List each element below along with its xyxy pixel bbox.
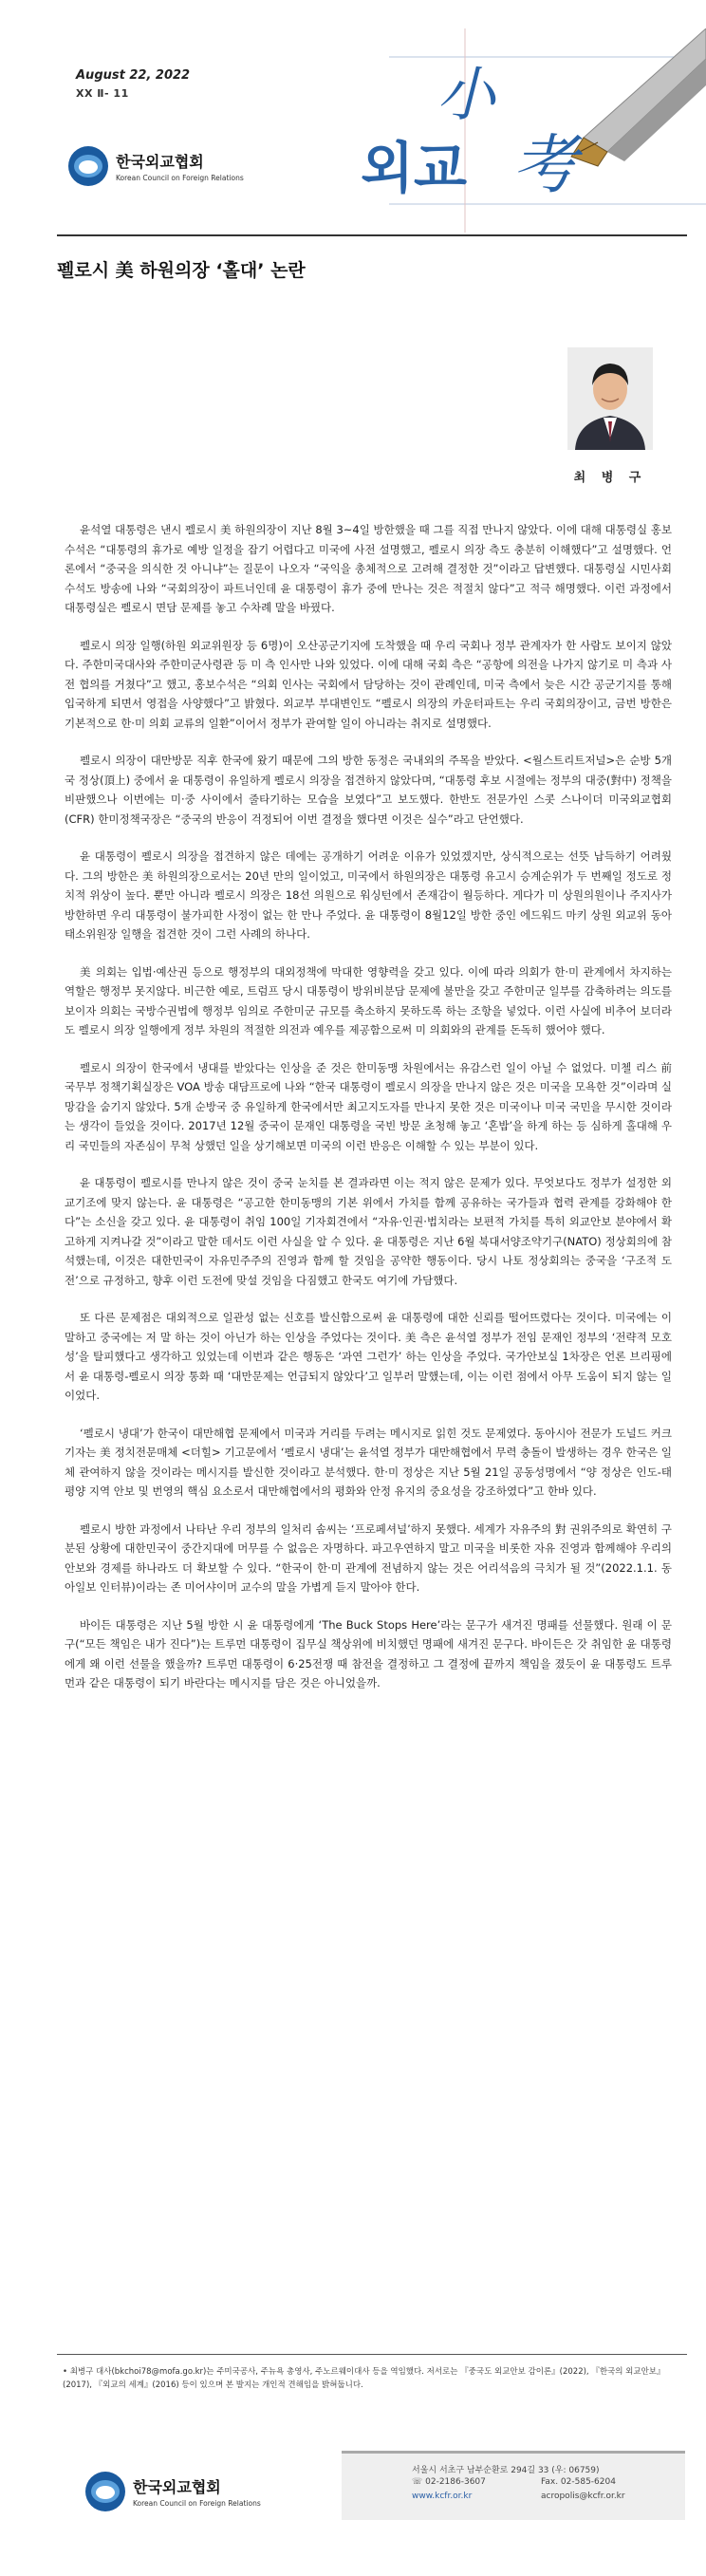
footer-org-name-en: Korean Council on Foreign Relations <box>133 2499 261 2508</box>
article-paragraph: ‘펠로시 냉대’가 한국이 대만해협 문제에서 미국과 거리를 두려는 메시지로 읽힌 것도 문제였다. 동아시아 전문가 도널드 커크 기자는 美 정치전문매체 <더힐> 기고문에서 ‘펠로시 냉대’는 윤석열 정부가 대만해협에서 무력 충돌이 발생하는 경우 한국은 일체 관여하지 않을 것이라는 메시지를 발신한 것이라고 분석했다. 한·미 정상은 지난 5월 21일 공동성명에서 “양 정상은 인도-태평양 지역 안보 및 번영의 핵심 요소로서 대만해협에서의 평화와 안정 유지의 중요성을 강조하였다”고 한바 있다. <box>65 1426 672 1498</box>
masthead-title-small: 小 <box>437 60 496 129</box>
title-divider <box>57 234 687 236</box>
footer-website-link[interactable]: www.kcfr.or.kr <box>412 2492 473 2501</box>
footer-email[interactable]: acropolis@kcfr.or.kr <box>541 2492 625 2501</box>
contact-box <box>342 2451 685 2520</box>
footer-fax: Fax. 02-585-6204 <box>541 2477 616 2487</box>
article-paragraph: 美 의회는 입법·예산권 등으로 행정부의 대외정책에 막대한 영향력을 갖고 있다. 이에 따라 의회가 한·미 관계에서 차지하는 역할은 행정부 못지않다. 비근한 예로, 트럼프 당시 대통령이 방위비분담 문제에 불만을 갖고 주한미군 일부를 감축하려는 의도를 보이자 의회는 국방수권법에 행정부 임의로 주한미군 규모를 축소하지 못하도록 하는 조항을 넣었다. 이런 사실에 비추어 보더라도 펠로시 의장 일행에게 정부 차원의 적절한 의전과 예우를 제공함으로써 미 의회와의 관계를 돈독히 했어야 했다. <box>65 964 672 1036</box>
article-paragraph: 펠로시 의장 일행(하원 외교위원장 등 6명)이 오산공군기지에 도착했을 때 우리 국회나 정부 관계자가 한 사람도 보이지 않았다. 주한미국대사와 주한미군사령관 등 미 측 인사만 나와 있었다. 이에 대해 국회 측은 “공항에 의전을 나가지 않기로 미 측과 사전 협의를 거쳤다”고 했고, 홍보수석은 “의회 인사는 국회에서 담당하는 것이 관례인데, 미국 측에서 늦은 시간 공군기지를 통해 입국하게 되면서 영접을 사양했다”고 밝혔다. 외교부 부대변인도 “펠로시 의장의 카운터파트는 우리 국회의장이고, 금번 방한은 기본적으로 한·미 의회 교류의 일환”이어서 정부가 관여할 일이 아니라는 취지로 설명했다. <box>65 638 672 730</box>
article-paragraph: 윤 대통령이 펠로시 의장을 접견하지 않은 데에는 공개하기 어려운 이유가 있었겠지만, 상식적으로는 선뜻 납득하기 어려웠다. 그의 방한은 美 하원의장으로서는 20년 만의 일이었고, 미국에서 하원의장은 대통령 유고시 승계순위가 두 번째일 정도로 정치적 위상이 높다. 뿐만 아니라 펠로시 의장은 18선 의원으로 워싱턴에서 존재감이 월등하다. 게다가 미 상원의원이나 주지사가 방한하면 우리 대통령이 불가피한 사정이 없는 한 만나 주었다. 윤 대통령이 8월12일 방한 중인 에드워드 마키 상원 외교위 동아태소위원장 일행을 접견한 것이 그런 사례의 하나다. <box>65 849 672 941</box>
article-paragraph: 윤 대통령이 펠로시를 만나지 않은 것이 중국 눈치를 본 결과라면 이는 적지 않은 문제가 있다. 무엇보다도 정부가 설정한 외교기조에 맞지 않는다. 윤 대통령은 “공고한 한미동맹의 기본 위에서 가치를 함께 공유하는 국가들과 협력 관계를 강화해야 한다”는 소신을 갖고 있다. 윤 대통령이 취임 100일 기자회견에서 “자유·인권·법치라는 보편적 가치를 특히 외교안보 분야에서 확고하게 지켜나갈 것”이라고 말한 데서도 이런 사실을 알 수 있다. 윤 대통령은 지난 6월 북대서양조약기구(NATO) 정상회의에 참석했는데, 이것은 대한민국이 자유민주주의 진영과 함께 할 것임을 공약한 행동이다. 당시 나토 정상회의는 중국을 ‘구조적 도전’으로 규정하고, 향후 이런 도전에 맞설 것임을 다짐했고 한국도 여기에 가담했다. <box>65 1176 672 1287</box>
org-logo-footer <box>85 2472 261 2511</box>
org-name-en: Korean Council on Foreign Relations <box>116 174 244 182</box>
article-title: 펠로시 美 하원의장 ‘홀대’ 논란 <box>57 260 306 281</box>
author-footnote: • 최병구 대사(bkchoi78@mofa.go.kr)는 주미국공사, 주뉴욕 총영사, 주노르웨이대사 등을 역임했다. 저서로는 『중국도 외교안보 감이론』(2022), 『한국의 외교안보』(2017), 『외교의 세계』(2016) 등이 있으며 본 발지는 개인적 견해임을 밝혀둡니다. <box>63 2367 665 2390</box>
article-paragraph: 펠로시 의장이 대만방문 직후 한국에 왔기 때문에 그의 방한 동정은 국내외의 주목을 받았다. <월스트리트저널>은 순방 5개국 정상(頂上) 중에서 윤 대통령이 유일하게 펠로시 의장을 접견하지 않았다며, “대통령 후보 시절에는 정부의 대중(對中) 정책을 비판했으나 이번에는 미·중 사이에서 줄타기하는 모습을 보였다”고 보도했다. 한반도 전문가인 스콧 스나이더 미국외교협회(CFR) 한미정책국장은 “중국의 반응이 걱정되어 이번 결정을 했다면 이것은 실수”라고 단언했다. <box>65 754 672 826</box>
article-paragraph: 펠로시 의장이 한국에서 냉대를 받았다는 인상을 준 것은 한미동맹 차원에서는 유감스런 일이 아닐 수 없었다. 미첼 리스 前 국무부 정책기획실장은 VOA 방송 대담프로에 나와 “한국 대통령이 펠로시 의장을 만나지 않은 것은 미국을 모욕한 것”이라며 실망감을 숨기지 않았다. 5개 순방국 중 유일하게 한국에서만 최고지도자를 만나지 못한 것은 미국이나 미국 국민을 무시한 것이라는 생각이 들었을 것이다. 2017년 12월 중국이 문재인 대통령을 국빈 방문 초청해 놓고 ‘혼밥’을 하게 하는 등 심하게 홀대해 우리 국민들의 자존심이 무척 상했던 일을 상기해보면 미국의 이런 반응은 이해할 수 있는 부분이 있다. <box>65 1060 672 1152</box>
footer-phone: ☏ 02-2186-3607 <box>412 2477 486 2487</box>
author-photo <box>567 347 653 450</box>
org-name-ko: 한국외교협회 <box>116 153 204 171</box>
article-body <box>65 520 672 1693</box>
org-emblem-icon <box>85 2472 125 2511</box>
article-paragraph: 또 다른 문제점은 대외적으로 일관성 없는 신호를 발신함으로써 윤 대통령에 대한 신뢰를 떨어뜨렸다는 것이다. 미국에는 이 말하고 중국에는 저 말 하는 것이 아닌가 하는 인상을 주었다는 것이다. 美 측은 윤석열 정부가 전임 문재인 정부의 ‘전략적 모호성’을 탈피했다고 생각하고 있었는데 이번과 같은 행동은 ‘과연 그런가’ 하는 인상을 주었다. 국가안보실 1차장은 언론 브리핑에서 윤 대통령-펠로시 의장 통화 때 ‘대만문제는 언급되지 않았다’고 일부러 말했는데, 이는 이런 점에서 아무 도움이 되지 않는 일이었다. <box>65 1311 672 1402</box>
masthead-title-diplomacy: 외교 <box>361 136 468 200</box>
article-paragraph: 펠로시 방한 과정에서 나타난 우리 정부의 일처리 솜씨는 ‘프로페셔널’하지 못했다. 세계가 자유주의 對 권위주의로 확연히 구분된 상황에 대한민국이 중간지대에 머무를 수 없음은 자명하다. 파고우연하지 말고 미국을 비롯한 자유 진영과 함께해야 우리의 안보와 경제를 하나라도 더 확보할 수 있다. “한국이 한·미 관계에 전념하지 않는 것은 어리석음의 극치가 될 것”(2022.1.1. 동아일보 인터뷰)이라는 존 미어샤이머 교수의 말을 가볍게 듣지 말아야 한다. <box>65 1521 672 1594</box>
footer-address: 서울시 서초구 남부순환로 294길 33 (우: 06759) <box>412 2466 600 2475</box>
masthead-title-thought: 考 <box>512 128 578 203</box>
issue-date: August 22, 2022 <box>76 68 191 83</box>
footer-org-name-ko: 한국외교협회 <box>133 2478 221 2496</box>
masthead-artwork <box>323 28 706 233</box>
pen-nib-icon <box>571 28 706 166</box>
issue-number: XX Ⅱ- 11 <box>76 87 129 100</box>
page-footer <box>85 2443 685 2530</box>
article-paragraph: 윤석열 대통령은 낸시 펠로시 美 하원의장이 지난 8월 3~4일 방한했을 때 그를 직접 만나지 않았다. 이에 대해 대통령실 홍보수석은 “대통령의 휴가로 예방 일정을 잡기 어렵다고 미국에 사전 설명했고, 펠로시 의장 측도 충분히 이해했다”고 설명했다. 언론에서 “중국을 의식한 것 아니냐”는 질문이 나오자 “국익을 총체적으로 고려해 결정한 것”이라고 답변했다. 대통령실 시민사회수석도 방송에 나와 “국회의장이 파트너인데 윤 대통령이 휴가 중에 만나는 것은 적절치 않다”고 적극 해명했다. 이런 과정에서 대통령실은 펠로시 면담 문제를 놓고 수차례 말을 바꿨다. <box>65 523 672 614</box>
author-name: 최 병 구 <box>573 471 647 485</box>
article-paragraph: 바이든 대통령은 지난 5월 방한 시 윤 대통령에게 ‘The Buck Stops Here’라는 문구가 새겨진 명패를 선물했다. 원래 이 문구(“모든 책임은 내가 진다”)는 트루먼 대통령이 집무실 책상위에 비치했던 명패에 새겨진 문구다. 바이든은 갓 취임한 윤 대통령에게 왜 이런 선물을 했을까? 트루먼 대통령이 6·25전쟁 때 참전을 결정하고 그 결정에 끝까지 책임을 졌듯이 윤 대통령도 트루먼과 같은 대통령이 되기 바란다는 메시지를 담은 것은 아니었을까. <box>65 1617 672 1689</box>
footnote-divider <box>57 2354 687 2355</box>
org-logo-header <box>68 146 244 186</box>
org-emblem-icon <box>68 146 108 186</box>
